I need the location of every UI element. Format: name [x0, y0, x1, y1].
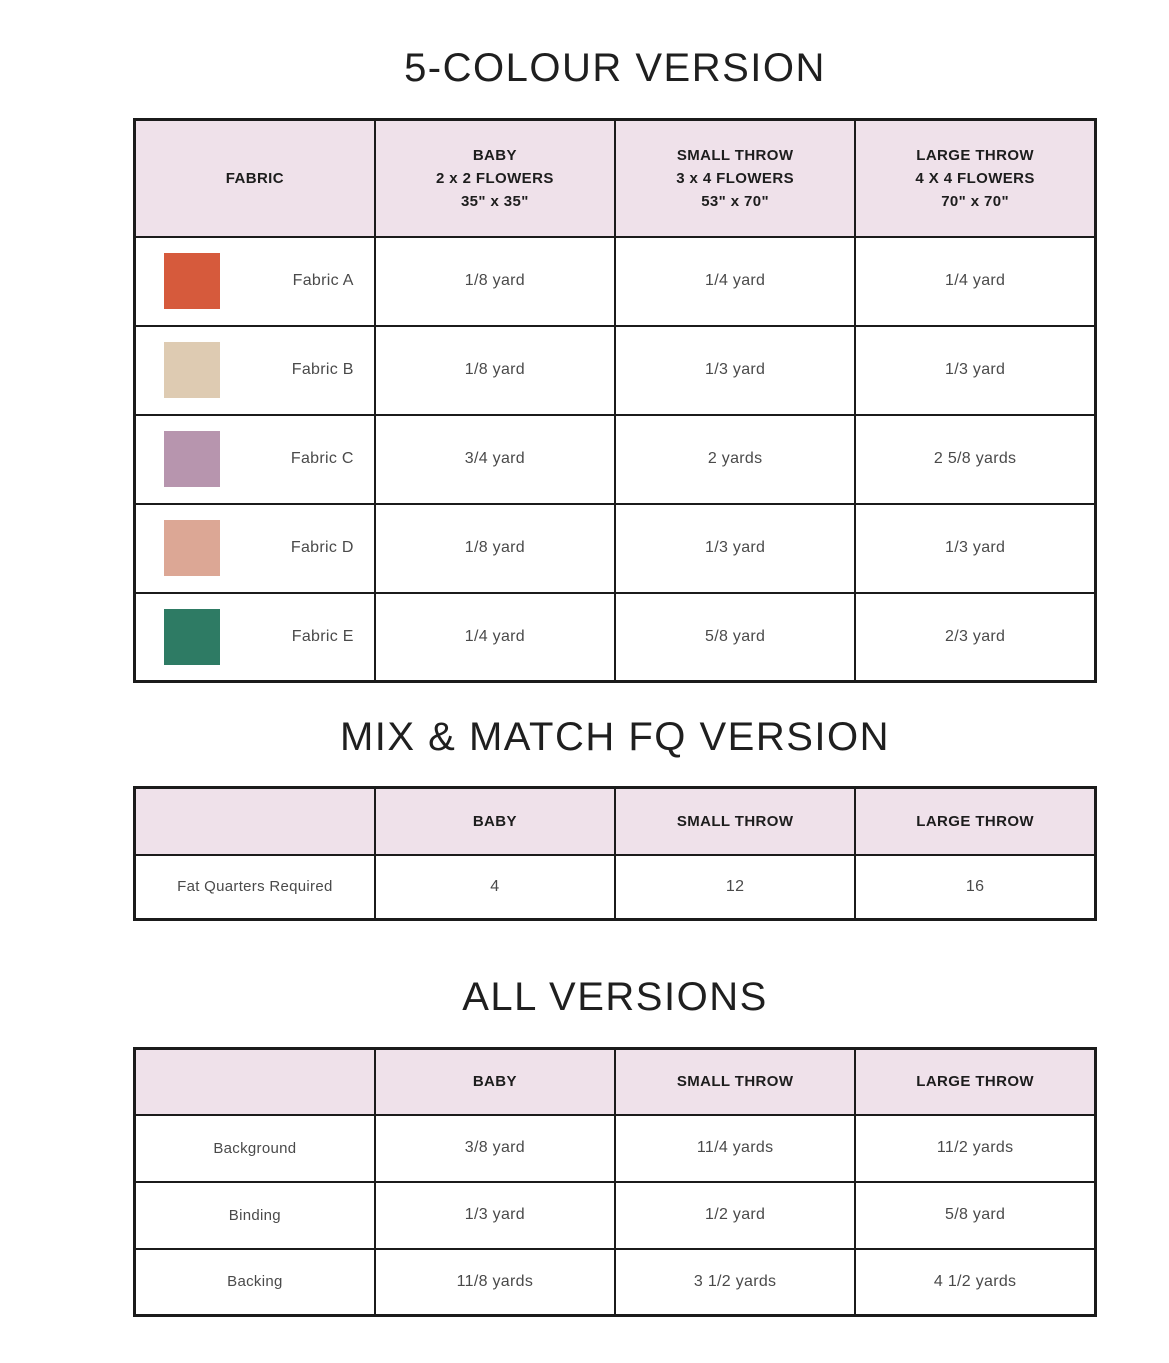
column-header-baby: BABY [375, 1049, 615, 1115]
table-row-fabric-a [135, 237, 1096, 326]
table-row-fabric-c [135, 415, 1096, 504]
table-row-fat-quarters [135, 855, 1096, 920]
five-colour-table [133, 118, 1097, 683]
row-label: Background [135, 1115, 375, 1182]
fabric-label-cell [135, 504, 375, 593]
yardage-cell: 1/3 yard [615, 504, 855, 593]
yardage-cell: 4 1/2 yards [855, 1249, 1095, 1316]
table-header-row [135, 1049, 1096, 1115]
yardage-cell: 3 1/2 yards [615, 1249, 855, 1316]
table-row-backing [135, 1249, 1096, 1316]
count-cell: 12 [615, 855, 855, 920]
table-row-background [135, 1115, 1096, 1182]
fabric-name: Fabric A [292, 272, 354, 289]
pattern-sheet [133, 0, 1097, 1317]
yardage-cell: 1/2 yard [615, 1182, 855, 1249]
fabric-b-swatch [164, 342, 220, 398]
fabric-name: Fabric D [290, 539, 354, 556]
row-label: Backing [135, 1249, 375, 1316]
table-row-binding [135, 1182, 1096, 1249]
row-label: Binding [135, 1182, 375, 1249]
row-label: Fat Quarters Required [135, 855, 375, 920]
header-line-dimensions: 70" x 70" [941, 192, 1010, 210]
header-line-dimensions: 53" x 70" [701, 192, 770, 210]
column-header-small-throw: SMALL THROW [615, 1049, 855, 1115]
column-header-large-throw: LARGE THROW [855, 788, 1095, 855]
fabric-name: Fabric E [291, 627, 354, 645]
column-header-baby [375, 120, 615, 237]
column-header-fabric: FABRIC [135, 120, 375, 237]
section-title-mix-match: MIX & MATCH FQ VERSION [339, 715, 891, 759]
fabric-c-swatch [164, 431, 220, 487]
yardage-cell: 1/4 yard [855, 237, 1095, 326]
column-header-large-throw: LARGE THROW [855, 1049, 1095, 1115]
column-header-large-throw [855, 120, 1095, 237]
yardage-cell: 1/3 yard [375, 1182, 615, 1249]
table-header-row [135, 788, 1096, 855]
fabric-label-cell [135, 237, 375, 326]
yardage-cell: 1/3 yard [855, 504, 1095, 593]
count-cell: 16 [855, 855, 1095, 920]
table-row-fabric-e [135, 593, 1096, 682]
column-header-small-throw: SMALL THROW [615, 788, 855, 855]
section-title-five-colour: 5-COLOUR VERSION [404, 46, 826, 90]
yardage-cell: 1/3 yard [615, 326, 855, 415]
table-header-row [135, 120, 1096, 237]
column-header-empty [135, 788, 375, 855]
mix-match-table [133, 786, 1097, 921]
yardage-cell: 1/8 yard [375, 504, 615, 593]
yardage-cell: 3/8 yard [375, 1115, 615, 1182]
header-line-flowers: 2 x 2 FLOWERS [436, 169, 554, 187]
fabric-label-cell [135, 593, 375, 682]
fabric-d-swatch [164, 520, 220, 576]
fabric-name: Fabric B [291, 361, 354, 378]
table-row-fabric-d [135, 504, 1096, 593]
yardage-cell: 3/4 yard [375, 415, 615, 504]
header-line-size: LARGE THROW [916, 146, 1034, 164]
yardage-cell: 1/8 yard [375, 326, 615, 415]
column-header-small-throw [615, 120, 855, 237]
fabric-label-cell [135, 415, 375, 504]
fabric-a-swatch [164, 253, 220, 309]
column-header-empty [135, 1049, 375, 1115]
header-line-flowers: 3 x 4 FLOWERS [676, 169, 794, 187]
yardage-cell: 1/8 yard [375, 237, 615, 326]
yardage-cell: 5/8 yard [855, 1182, 1095, 1249]
yardage-cell: 1/4 yard [615, 237, 855, 326]
fabric-name: Fabric C [290, 450, 354, 467]
yardage-cell: 5/8 yard [615, 593, 855, 682]
table-row-fabric-b [135, 326, 1096, 415]
yardage-cell: 2 5/8 yards [855, 415, 1095, 504]
section-title-all-versions: ALL VERSIONS [462, 975, 768, 1019]
yardage-cell: 11/4 yards [615, 1115, 855, 1182]
yardage-cell: 1/4 yard [375, 593, 615, 682]
header-line-flowers: 4 X 4 FLOWERS [915, 169, 1035, 187]
yardage-cell: 11/8 yards [375, 1249, 615, 1316]
count-cell: 4 [375, 855, 615, 920]
column-header-baby: BABY [375, 788, 615, 855]
header-line-size: BABY [472, 146, 517, 164]
header-line-dimensions: 35" x 35" [460, 192, 529, 210]
yardage-cell: 1/3 yard [855, 326, 1095, 415]
yardage-cell: 11/2 yards [855, 1115, 1095, 1182]
yardage-cell: 2/3 yard [855, 593, 1095, 682]
header-line-size: SMALL THROW [676, 146, 794, 164]
fabric-e-swatch [164, 609, 220, 665]
yardage-cell: 2 yards [615, 415, 855, 504]
all-versions-table [133, 1047, 1097, 1317]
fabric-label-cell [135, 326, 375, 415]
